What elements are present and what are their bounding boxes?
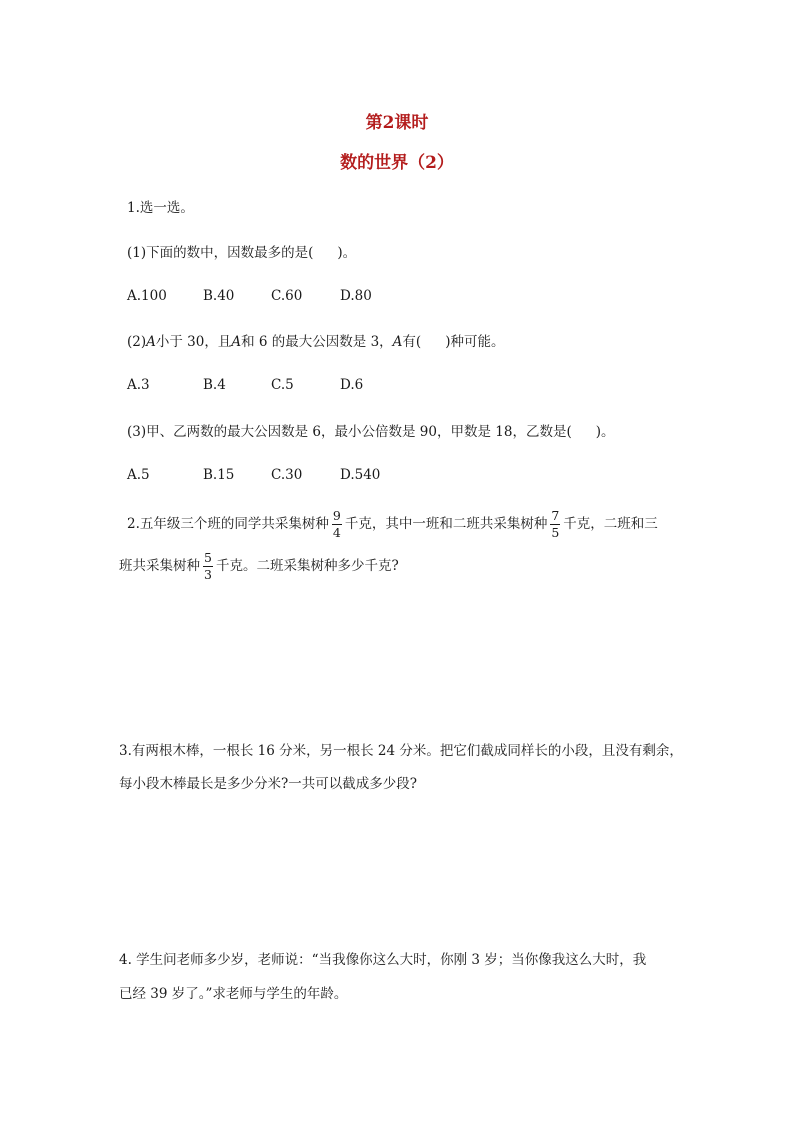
lesson-title: 第2课时 <box>365 113 429 133</box>
option-b[interactable]: B.15 <box>203 467 235 483</box>
variable-a: A <box>146 334 156 350</box>
fraction-denominator: 3 <box>204 567 212 582</box>
option-d[interactable]: D.80 <box>340 288 372 304</box>
q1-part2-seg3: 有( <box>402 334 422 350</box>
q1-part2-seg1: 小于 30，且 <box>155 334 232 350</box>
option-d[interactable]: D.6 <box>340 377 364 393</box>
q1-part1-text-before: (1)下面的数中，因数最多的是( <box>127 245 314 261</box>
fraction-5-3 <box>203 551 213 582</box>
q2-line1 <box>127 504 658 544</box>
option-c[interactable]: C.60 <box>271 288 303 304</box>
option-d[interactable]: D.540 <box>340 467 381 483</box>
q1-part2-seg2: 和 6 的最大公因数是 3， <box>241 334 393 350</box>
option-c[interactable]: C.5 <box>271 377 294 393</box>
page-subtitle: 数的世界（2） <box>340 153 454 173</box>
option-a[interactable]: A.5 <box>127 467 150 483</box>
q1-part3-text-after: )。 <box>595 424 615 440</box>
q1-part3-text-before: (3)甲、乙两数的最大公因数是 6，最小公倍数是 90，甲数是 18，乙数是( <box>127 424 572 440</box>
q2-seg5: 千克。二班采集树种多少千克? <box>215 558 399 574</box>
option-b[interactable]: B.40 <box>203 288 235 304</box>
option-c[interactable]: C.30 <box>271 467 303 483</box>
variable-a: A <box>392 334 403 350</box>
q3-line1: 3.有两根木棒，一根长 16 分米，另一根长 24 分米。把它们截成同样长的小段，且没有剩余， <box>119 743 683 759</box>
fraction-numerator: 7 <box>551 508 560 523</box>
q1-part2-seg4: )种可能。 <box>445 334 505 350</box>
q3-line2: 每小段木棒最长是多少分米?一共可以截成多少段? <box>119 776 417 792</box>
option-b[interactable]: B.4 <box>203 377 226 393</box>
variable-a: A <box>231 334 242 350</box>
fraction-numerator: 5 <box>204 550 212 565</box>
q1-heading: 1.选一选。 <box>127 200 194 216</box>
q1-part1-text-after: )。 <box>337 245 357 261</box>
fraction-numerator: 9 <box>332 508 341 523</box>
q1-part3-stem <box>127 422 615 442</box>
option-a[interactable]: A.100 <box>127 288 167 304</box>
option-a[interactable]: A.3 <box>127 377 150 393</box>
q2-seg3: 千克，二班和三 <box>563 516 658 532</box>
q1-part2-prefix: (2) <box>127 334 147 350</box>
q1-part2-stem <box>127 332 504 352</box>
fraction-7-5 <box>550 509 560 540</box>
fraction-9-4 <box>332 509 342 540</box>
q2-seg1: 2.五年级三个班的同学共采集树种 <box>127 516 329 532</box>
q4-line2: 已经 39 岁了。”求老师与学生的年龄。 <box>119 986 348 1002</box>
fraction-denominator: 5 <box>551 525 560 540</box>
q2-seg4: 班共采集树种 <box>119 558 200 574</box>
q4-line1: 4. 学生问老师多少岁，老师说：“当我像你这么大时，你刚 3 岁；当你像我这么大时，我 <box>119 952 647 968</box>
q1-part1-stem <box>127 243 356 263</box>
q2-seg2: 千克，其中一班和二班共采集树种 <box>344 516 548 532</box>
q2-line2 <box>119 546 399 586</box>
fraction-denominator: 4 <box>332 525 341 540</box>
